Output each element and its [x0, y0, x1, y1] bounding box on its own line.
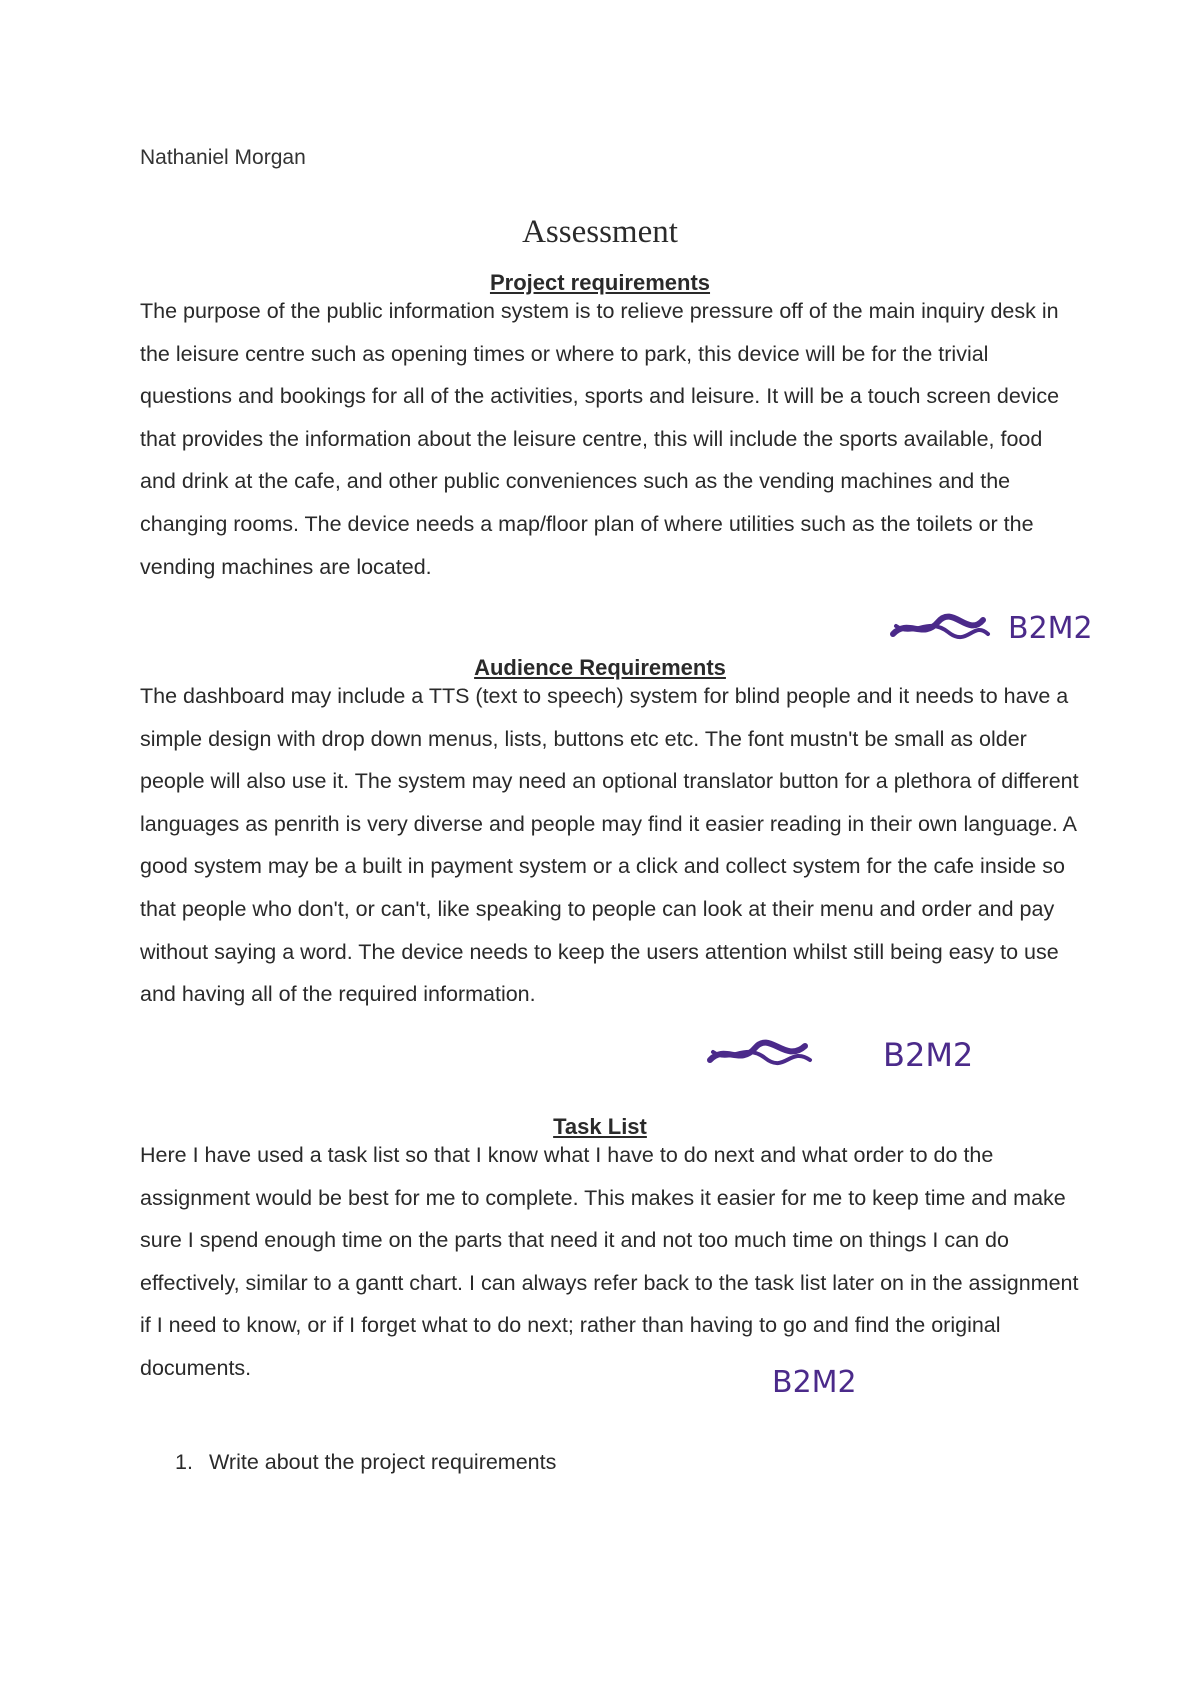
scribble-icon: [705, 1032, 1035, 1076]
section-body-project-requirements: The purpose of the public information system is to relieve pressure off of the main inquiry desk in the leisure centre such as opening times or where to park, this device will be for the trivial questions and bookings for all of the activities, sports and leisure. It will be a touch screen device that provides the information about the leisure centre, this will include the sports available, food and drink at the cafe, and other public conveniences such as the vending machines and the changing rooms. The device needs a map/floor plan of where utilities such as the toilets or the vending machines are located.: [140, 299, 1060, 579]
handwritten-grade-mark: [705, 1032, 1035, 1076]
section-heading-task-list: Task List: [553, 1114, 647, 1139]
list-item-number: 1.: [175, 1450, 193, 1474]
grade-mark-text: B2M2: [1008, 611, 1093, 646]
handwritten-grade-mark: [888, 608, 1138, 648]
grade-mark-text: B2M2: [883, 1036, 974, 1074]
grade-mark-text: B2M2: [772, 1365, 857, 1400]
section-body-task-list: Here I have used a task list so that I know what I have to do next and what order to do the assignment would be best for me to complete. This makes it easier for me to keep time and make sure I spend enough time on the parts that need it and not too much time on things I can do effectively, similar to a gantt chart. I can always refer back to the task list later on in the assignment if I need to know, or if I forget what to do next; rather than having to go and find the original documents.: [140, 1143, 1079, 1380]
list-item: [175, 1450, 556, 1475]
section-heading-project-requirements: Project requirements: [489, 270, 711, 295]
section-body-audience-requirements: The dashboard may include a TTS (text to speech) system for blind people and it needs to have a simple design with drop down menus, lists, buttons etc etc. The font mustn't be small as older people will also use it. The system may need an optional translator button for a plethora of different languages as penrith is very diverse and people may find it easier reading in their own language. A good system may be a built in payment system or a click and collect system for the cafe inside so that people who don't, or can't, like speaking to people can look at their menu and order and pay without saying a word. The device needs to keep the users attention whilst still being easy to use and having all of the required information.: [140, 684, 1079, 1007]
page-title: Assessment: [522, 214, 678, 250]
task-list: [175, 1450, 556, 1475]
scribble-icon: [888, 608, 1138, 648]
list-item-text: Write about the project requirements: [209, 1450, 557, 1474]
section-heading-audience-requirements: Audience Requirements: [474, 655, 726, 680]
author-name: Nathaniel Morgan: [140, 146, 306, 169]
handwritten-grade-mark: [772, 1364, 912, 1400]
